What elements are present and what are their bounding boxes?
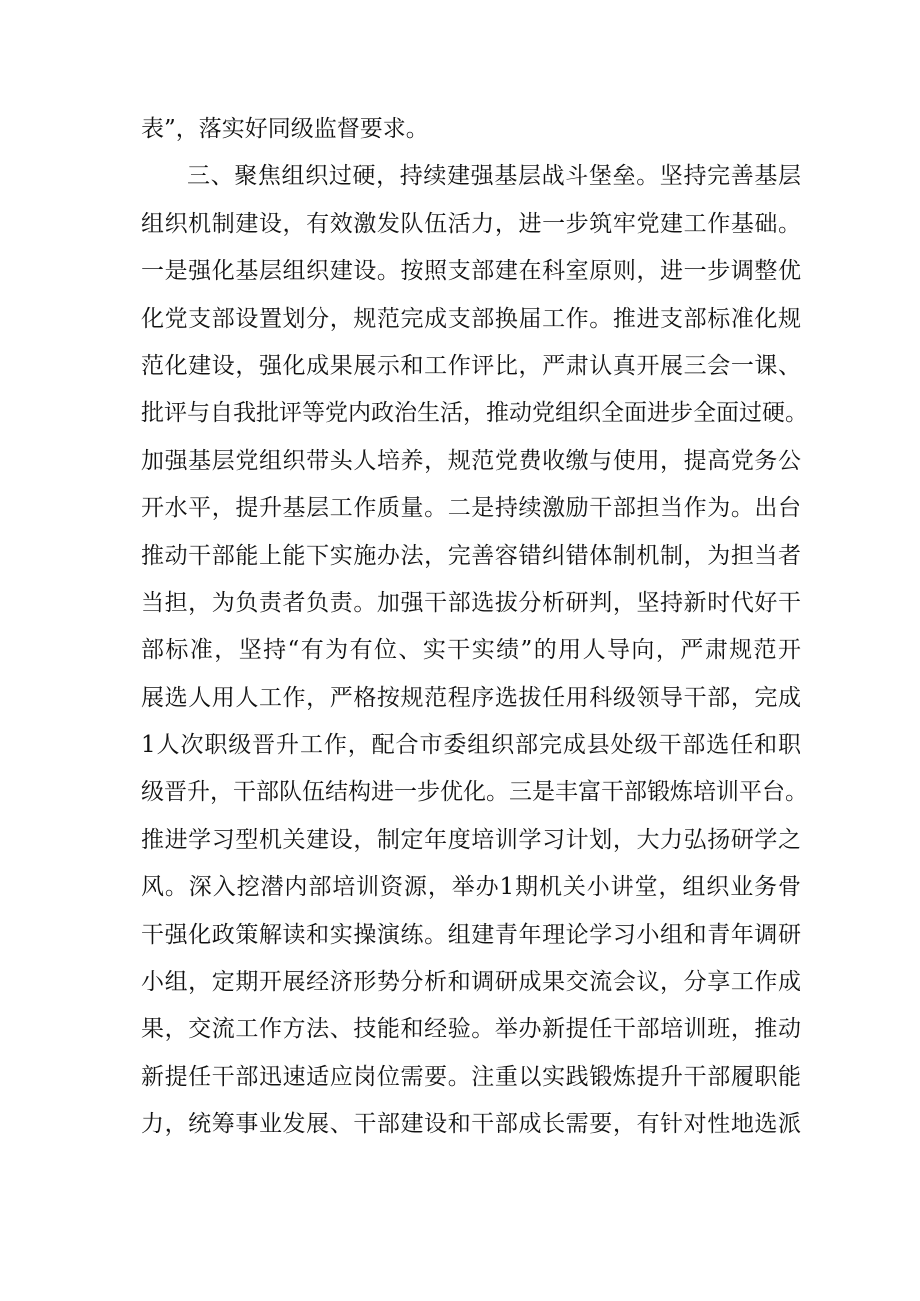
- text-line: 部标准，坚持“有为有位、实干实绩”的用人导向，严肃规范开: [141, 637, 801, 664]
- text-line: 力，统筹事业发展、干部建设和干部成长需要，有针对性地选派: [141, 1111, 801, 1138]
- text-line: 新提任干部迅速适应岗位需要。注重以实践锻炼提升干部履职能: [141, 1063, 801, 1090]
- text-line: 级晋升，干部队伍结构进一步优化。三是丰富干部锻炼培训平台。: [141, 779, 808, 806]
- text-line: 当担，为负责者负责。加强干部选拔分析研判，坚持新时代好干: [141, 589, 801, 616]
- text-line: 推进学习型机关建设，制定年度培训学习计划，大力弘扬研学之: [141, 826, 801, 853]
- text-line: 1人次职级晋升工作，配合市委组织部完成县处级干部选任和职: [141, 732, 801, 759]
- text-line: 干强化政策解读和实操演练。组建青年理论学习小组和青年调研: [141, 921, 801, 948]
- document-body: [141, 106, 808, 1149]
- text-line: 小组，定期开展经济形势分析和调研成果交流会议，分享工作成: [141, 969, 801, 996]
- text-line: 风。深入挖潜内部培训资源，举办1期机关小讲堂，组织业务骨: [141, 874, 801, 901]
- text-line: 果，交流工作方法、技能和经验。举办新提任干部培训班，推动: [141, 1016, 801, 1043]
- text-line: 批评与自我批评等党内政治生活，推动党组织全面进步全面过硬。: [141, 400, 808, 427]
- text-line: 展选人用人工作，严格按规范程序选拔任用科级领导干部，完成: [141, 684, 801, 711]
- text-line: 表”，落实好同级监督要求。: [141, 116, 429, 142]
- text-line: 推动干部能上能下实施办法，完善容错纠错体制机制，为担当者: [141, 542, 801, 569]
- text-line: 化党支部设置划分，规范完成支部换届工作。推进支部标准化规: [141, 305, 801, 332]
- text-line: 范化建设，强化成果展示和工作评比，严肃认真开展三会一课、: [141, 352, 801, 379]
- text-line: 一是强化基层组织建设。按照支部建在科室原则，进一步调整优: [141, 258, 801, 285]
- text-line: 组织机制建设，有效激发队伍活力，进一步筑牢党建工作基础。: [141, 210, 801, 237]
- text-line-section-heading: 三、聚焦组织过硬，持续建强基层战斗堡垒。坚持完善基层: [187, 163, 801, 190]
- text-line: 加强基层党组织带头人培养，规范党费收缴与使用，提高党务公: [141, 447, 801, 474]
- text-line: 开水平，提升基层工作质量。二是持续激励干部担当作为。出台: [141, 495, 801, 522]
